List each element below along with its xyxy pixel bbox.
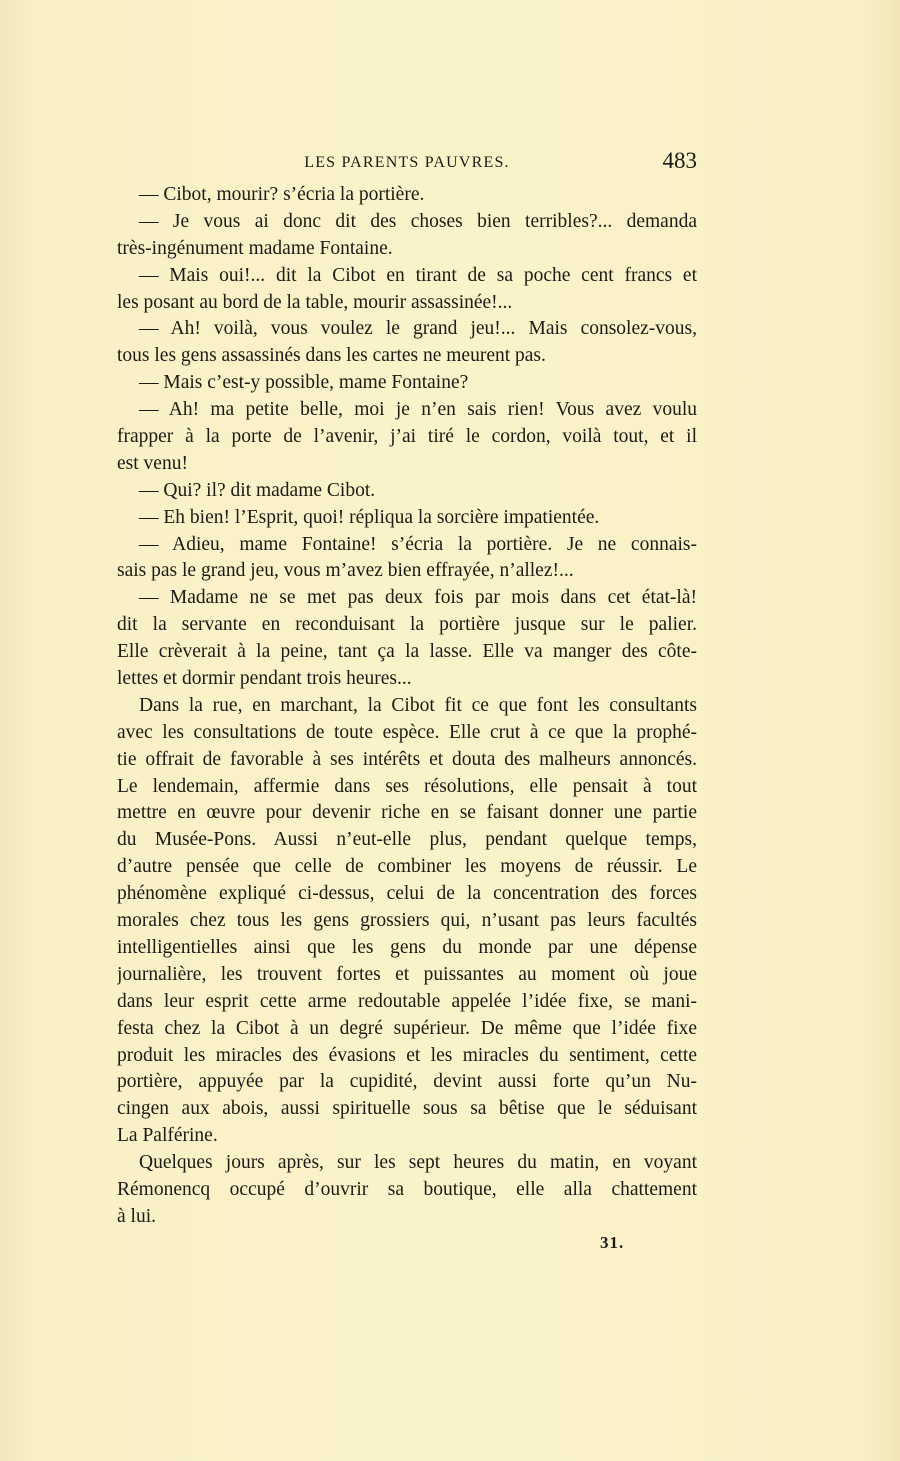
text-line: est venu! bbox=[117, 452, 188, 474]
text-line: festa chez la Cibot à un degré supérieur. De même que l’idée fixe bbox=[117, 1017, 697, 1039]
text-line: Rémonencq occupé d’ouvrir sa boutique, elle alla chattement bbox=[117, 1178, 697, 1200]
text-line: dit la servante en reconduisant la portière jusque sur le palier. bbox=[117, 614, 697, 636]
text-line: produit les miracles des évasions et les miracles du sentiment, cette bbox=[117, 1044, 697, 1066]
text-line: — Adieu, mame Fontaine! s’écria la portière. Je ne connais- bbox=[139, 533, 697, 555]
text-line: portière, appuyée par la cupidité, devint aussi forte qu’un Nu- bbox=[117, 1071, 697, 1093]
running-title: LES PARENTS PAUVRES. bbox=[304, 154, 510, 171]
text-line: tie offrait de favorable à ses intérêts et douta des malheurs annoncés. bbox=[117, 748, 697, 770]
text-line: cingen aux abois, aussi spirituelle sous sa bêtise que le séduisant bbox=[117, 1098, 697, 1120]
text-line: les posant au bord de la table, mourir assassinée!... bbox=[117, 291, 513, 313]
text-line: — Eh bien! l’Esprit, quoi! répliqua la sorcière impatientée. bbox=[139, 506, 600, 528]
text-line: à lui. bbox=[117, 1205, 156, 1227]
text-line: morales chez tous les gens grossiers qui, n’usant pas leurs facultés bbox=[117, 910, 697, 932]
text-line: dans leur esprit cette arme redoutable appelée l’idée fixe, se mani- bbox=[117, 990, 697, 1012]
page-body-text bbox=[117, 182, 697, 1231]
text-line: — Qui? il? dit madame Cibot. bbox=[139, 479, 376, 501]
text-line: du Musée-Pons. Aussi n’eut-elle plus, pendant quelque temps, bbox=[117, 829, 697, 851]
text-line: — Ah! voilà, vous voulez le grand jeu!... Mais consolez-vous, bbox=[139, 318, 697, 340]
text-line: journalière, les trouvent fortes et puissantes au moment où joue bbox=[117, 963, 697, 985]
text-line: — Cibot, mourir? s’écria la portière. bbox=[139, 184, 425, 205]
text-line: très-ingénument madame Fontaine. bbox=[117, 237, 393, 259]
text-line: lettes et dormir pendant trois heures... bbox=[117, 668, 412, 690]
text-line: — Madame ne se met pas deux fois par mois dans cet état-là! bbox=[139, 587, 697, 609]
text-line: sais pas le grand jeu, vous m’avez bien effrayée, n’allez!... bbox=[117, 560, 574, 582]
text-line: phénomène expliqué ci-dessus, celui de la concentration des forces bbox=[117, 883, 697, 905]
text-line: avec les consultations de toute espèce. Elle crut à ce que la prophé- bbox=[117, 721, 697, 743]
text-line: — Je vous ai donc dit des choses bien terribles?... demanda bbox=[139, 210, 697, 232]
page-header bbox=[117, 148, 697, 178]
text-line: Dans la rue, en marchant, la Cibot fit ce que font les consultants bbox=[139, 694, 697, 716]
text-line: — Mais c’est-y possible, mame Fontaine? bbox=[139, 372, 469, 394]
text-line: d’autre pensée que celle de combiner les moyens de réussir. Le bbox=[117, 856, 697, 878]
text-line: — Mais oui!... dit la Cibot en tirant de sa poche cent francs et bbox=[139, 264, 697, 286]
text-line: tous les gens assassinés dans les cartes ne meurent pas. bbox=[117, 345, 546, 367]
text-line: — Ah! ma petite belle, moi je n’en sais rien! Vous avez voulu bbox=[139, 399, 697, 421]
text-line: Elle crèverait à la peine, tant ça la lasse. Elle va manger des côte- bbox=[117, 641, 697, 663]
page-number: 483 bbox=[662, 148, 697, 173]
text-line: Quelques jours après, sur les sept heures du matin, en voyant bbox=[139, 1152, 697, 1174]
text-line: La Palférine. bbox=[117, 1125, 218, 1147]
text-line: frapper à la porte de l’avenir, j’ai tiré le cordon, voilà tout, et il bbox=[117, 426, 697, 448]
text-line: intelligentielles ainsi que les gens du monde par une dépense bbox=[117, 936, 697, 958]
signature-mark: 31. bbox=[600, 1233, 625, 1252]
text-line: Le lendemain, affermie dans ses résolutions, elle pensait à tout bbox=[117, 775, 697, 797]
text-line: mettre en œuvre pour devenir riche en se faisant donner une partie bbox=[117, 802, 697, 824]
